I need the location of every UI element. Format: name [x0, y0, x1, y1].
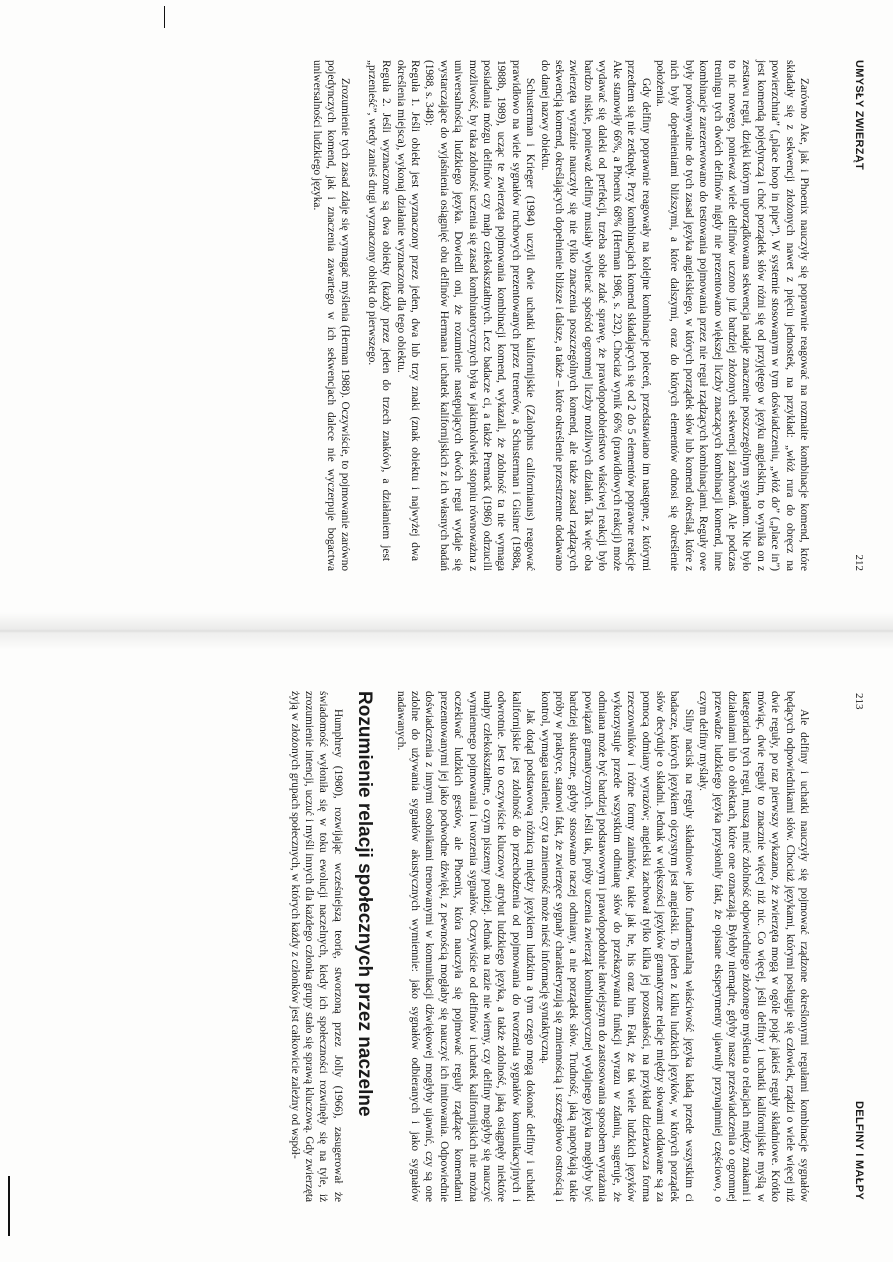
scan-edge-mark	[8, 1176, 10, 1236]
rule-label: Reguła 2.	[380, 60, 393, 107]
rule-text: Jeśli wyznaczone są dwa obiekty (każdy przez jeden do trzech znaków), a działaniem jest „przenieść”, wtedy zanieś drugi wyznaczony obiekt do pierwszego.	[365, 60, 393, 561]
paragraph: Silny nacisk na reguły składniowe jako fundamentalną właściwość języka kładą przede wszystkim ci badacze, których językiem ojczystym jest angielski. To jeden z kilku ludzkich języków, w których porządek słów decyduje o składni. Jednak w większości języków gramatyczne relacje między słowami oddawane są za pomocą odmiany wyrazów; angielski zachował tylko kilka jej pozostałości, na przykład dzierżawcza forma rzeczowników i różne formy zaimków, takie jak he, his oraz him. Fakt, że tak wiele ludzkich języków wykorzystuje przede wszystkim odmianę słów do przekazywania funkcji wyrazu w zdaniu, sugeruje, że odmiana może być bardziej podstawowym i prawdopodobnie łatwiejszym do zastosowania sposobem wyrażania powiązań gramatycznych. Jeśli tak, próby uczenia zwierząt kombinatorycznej wydajnego języka mogłyby być bardziej skuteczne, gdyby stosowano raczej odmiany, a nie porządek słów. Trudność, jaką napotykają takie próby w praktyce, stanowi fakt, że zwierzęce sygnały charakteryzują się zmiennością i szczegółowo ostrością i kontrol, wymaga ustalenie, czy ta zmienność może nieść informację syntaktyczną.	[538, 691, 695, 1202]
section-heading: Rozumienie relacji społecznych przez naczelne	[354, 691, 376, 1117]
paragraph: Gdy delfiny poprawnie reagowały na kolejne kombinacje poleceń, przedstawiano im następne, z którymi przedtem się nie zetknęły. Przy kombinacjach komend składających się od 2 do 5 elementów poprawne reakcje Ake stanowiły 66%, a Phoenix 68% (Herman 1986, s. 232). Chociaż wynik 66% (prawidłowych reakcji) może wydawać się daleki od perfekcji, trzeba sobie zdać sprawę, że prawdopodobieństwo właściwej reakcji było bardzo niskie, ponieważ delfiny musiały wybierać spośród ogromnej liczby możliwych działań. Tak więc oba zwierzęta wyraźnie nauczyły się nie tylko znaczenia poszczególnych komend, ale także zasad rządzących sekwencją komend, określających dopełnienie bliższe i dalsze, a także – które określenie przestrzenne dodawano do danej nazwy obiektu.	[538, 60, 652, 571]
rule-1	[393, 60, 422, 571]
paragraph: Jak dotąd podstawową różnicą między językiem ludzkim a tym czego mogą dokonać delfiny i uchatki kalifornijskie jest zdolność do przechodzenia od pojmowania do tworzenia sygnałów komunikacyjnych i odwrotnie. Jest to oczywiście kluczowy atrybut ludzkiego języka, a także zdolność, jaką osiągnęły niektóre małpy człekokształtne, o czym piszemy poniżej. Jednak na razie nie wiemy, czy delfiny mogłyby się nauczyć wymiennego pojmowania i tworzenia sygnałów. Oczywiście od delfinów i uchatek kalifornijskich nie można oczekiwać ludzkich gestów, ale Phoenix, która nauczyła się pojmować reguły rządzące komendami prezentowanymi jej jako podwodne dźwięki, z pewnością mogłaby się nauczyć ich imitowania. Odpowiednie doświadczenia z innymi osobnikami trenowanymi w komunikacji dźwiękowej mogłyby ujawnić, czy są one zdolne do używania sygnałów akustycznych wymiennie: jako sygnałów odbieranych i jako sygnałów nadawanych.	[394, 691, 537, 1202]
left-page-body	[309, 60, 811, 571]
paragraph: Humphrey (1980), rozwijając wcześniejszą teorię, stworzoną przez Jolly (1966), zasugerował że świadomość wyłoniła się w toku ewolucji naczelnych, kiedy ich społeczności rozwinęły się na tyle, iż zrozumienie intencji, uczuć i myśli innych dla każdego członka grupy stało się sprawą kluczową. Gdy zwierzęta żyją w złożonych grupach społecznych, w których każdy z członków jest całkowicie zależny od współ-	[288, 691, 344, 1202]
page-number-left: 212	[853, 554, 865, 571]
rule-2	[364, 60, 393, 571]
rule-label: Reguła 1.	[409, 60, 422, 107]
paragraph: Ale delfiny i uchatki nauczyły się pojmować rządzone określonymi regułami kombinacje sygnałów będących odpowiednikami słów. Chociaż językami, którymi posługuje się człowiek, rządzi o wiele więcej niż dwie reguły, po raz pierwszy wykazano, że zwierzęta mogą w ogóle pojąć jakieś reguły składniowe. Krótko mówiąc, dwie reguły to znacznie więcej niż nic. Co więcej, jeśli delfiny i uchatki kalifornijskie myślą w kategoriach tych reguł, muszą mieć zdolność odpowiedniego złożonego myślenia o relacjach między znakami i działaniami lub o obiektach, które one oznaczają. Byłoby niemądre, gdyby nasze przeświadczenia o ogromnej przewadze ludzkiego języka przysłoniły fakt, że opisane eksperymenty ujawniły przynajmniej częściowo, o czym delfiny myślały.	[697, 691, 810, 1202]
rule-text: Jeśli obiekt jest wyznaczony przez jeden, dwa lub trzy znaki (znak obiektu i najwyżej dwa określenia miejsca), wykonaj działanie wyznaczone dla tego obiektu.	[394, 60, 422, 562]
paragraph: Zarówno Ake, jak i Phoenix nauczyły się poprawnie reagować na rozmaite kombinacje komend, które składały się z sekwencji złożonych nawet z pięciu jednostek, na przykład: „włóż rura do obręcz na powierzchnia” („place hoop in pipe”). W systemie stosowanym w tym doświadczeniu, „włóż do” („place in”) jest komendą pojedynczą i choć porządek słów różni się od przyjętego w języku angielskim, to wynika on z zestawu reguł, dzięki którym uporządkowana sekwencja nadaje znaczenie poszczególnym sygnałom. Nie było to nic nowego, ponieważ wiele delfinów uczono już bardziej złożonych sekwencji zachowań. Ale podczas treningu tych dwóch delfinów nigdy nie prezentowano większej liczby znaczących kombinacji komend, inne kombinacje zarezerwowano do testowania pojmowania przez nie reguł rządzących kombinacjami. Reguły owe były porównywalne do tych zasad języka angielskiego, w których porządek słów lub komend określał, które z nich były dopełnieniami bliższymi, a które dalszymi, oraz do których elementów odnosi się określenie położenia.	[653, 60, 810, 571]
paragraph: Schusterman i Krieger (1984) uczyli dwie uchatki kalifornijskie (Zalophus californianus) reagować prawidłowo na wiele sygnałów ruchowych prezentowanych przez trenerów, a Schusterman i Gisiner (1988a, 1988b, 1989), ucząc te zwierzęta pojmowania kombinacji komend, wykazali, że zdolność ta nie wymaga posiadania mózgu delfinów czy małp człekokształtnych. Lecz badacze ci, a także Premack (1986) odrzucili możliwość, by taka zdolność uczenia się zasad kombinatorycznych była w jakimkolwiek stopniu równoważna z uniwersalnością ludzkiego języka. Dowiedli oni, że rozumienie następujących dwóch reguł wydaje się wystarczające do wyjaśnienia osiągnięć obu delfinów Hermana i uchatek kalifornijskich z ich własnych badań (1988, s. 348):	[423, 60, 537, 571]
right-page	[0, 631, 893, 1262]
paragraph: Zrozumienie tych zasad zdaje się wymagać myślenia (Herman 1988). Oczywiście, to pojmowanie zarówno pojedynczych komend, jak i znaczenia zawartego w ich sekwencjach dalece nie wyczerpuje bogactwa uniwersalności ludzkiego języka.	[310, 60, 352, 571]
right-page-body	[287, 691, 811, 1202]
page-number-right: 213	[853, 693, 865, 710]
running-head-left: UMYSŁY ZWIERZĄT	[853, 60, 865, 171]
scan-edge-mark	[164, 6, 165, 28]
running-head-right: DELFINY I MAŁPY	[853, 1100, 865, 1200]
